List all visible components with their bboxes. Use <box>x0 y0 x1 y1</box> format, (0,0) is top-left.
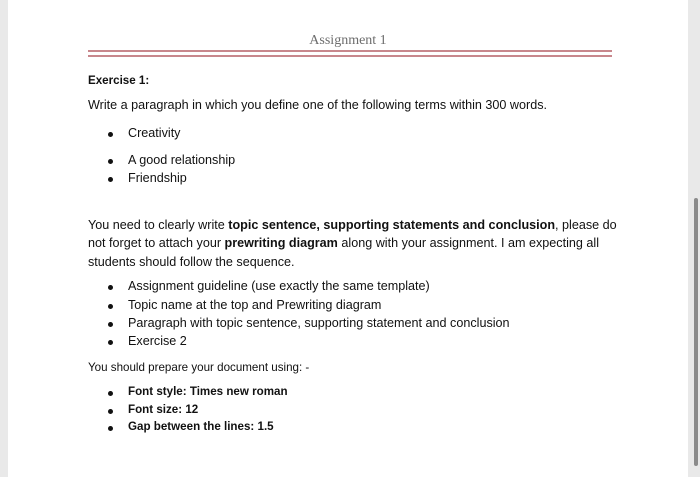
bullet-icon <box>108 409 113 414</box>
document-page <box>8 0 688 477</box>
instructions-paragraph: You need to clearly write topic sentence, supporting statements and conclusion, please do not forget to attach your prewriting diagram along with your assignment. I am expecting all students should follow the sequence. <box>88 218 617 269</box>
cut-off-next-line <box>88 468 388 477</box>
bullet-icon <box>108 322 113 327</box>
header-rule <box>88 55 612 57</box>
list-item: Assignment guideline (use exactly the same template) <box>108 279 510 298</box>
bullet-icon <box>108 304 113 309</box>
emphasis-topic-sentence: topic sentence, supporting statements and conclusion <box>228 218 556 232</box>
terms-list <box>108 126 235 189</box>
format-rules-list <box>108 385 288 437</box>
bullet-icon <box>108 132 113 137</box>
exercise-heading: Exercise 1: <box>88 74 150 87</box>
bullet-icon <box>108 391 113 396</box>
list-item: A good relationship <box>108 153 235 171</box>
list-item: Exercise 2 <box>108 334 510 352</box>
bullet-icon <box>108 426 113 431</box>
bullet-icon <box>108 159 113 164</box>
emphasis-prewriting-diagram: prewriting diagram <box>224 236 338 251</box>
list-item: Font style: Times new roman <box>108 385 288 403</box>
list-item: Creativity <box>108 126 235 153</box>
vertical-scrollbar[interactable] <box>694 198 698 466</box>
bullet-icon <box>108 177 113 182</box>
list-item: Gap between the lines: 1.5 <box>108 420 288 437</box>
list-item: Friendship <box>108 171 235 189</box>
header-rule <box>88 50 612 52</box>
list-item: Font size: 12 <box>108 403 288 420</box>
page-header-title: Assignment 1 <box>309 33 387 48</box>
prepare-intro: You should prepare your document using: - <box>88 361 310 374</box>
list-item: Paragraph with topic sentence, supporting statement and conclusion <box>108 316 510 334</box>
list-item: Topic name at the top and Prewriting diagram <box>108 298 510 316</box>
sequence-list <box>108 279 510 352</box>
bullet-icon <box>108 285 113 290</box>
bullet-icon <box>108 340 113 345</box>
exercise-prompt: Write a paragraph in which you define one of the following terms within 300 words. <box>88 98 547 112</box>
